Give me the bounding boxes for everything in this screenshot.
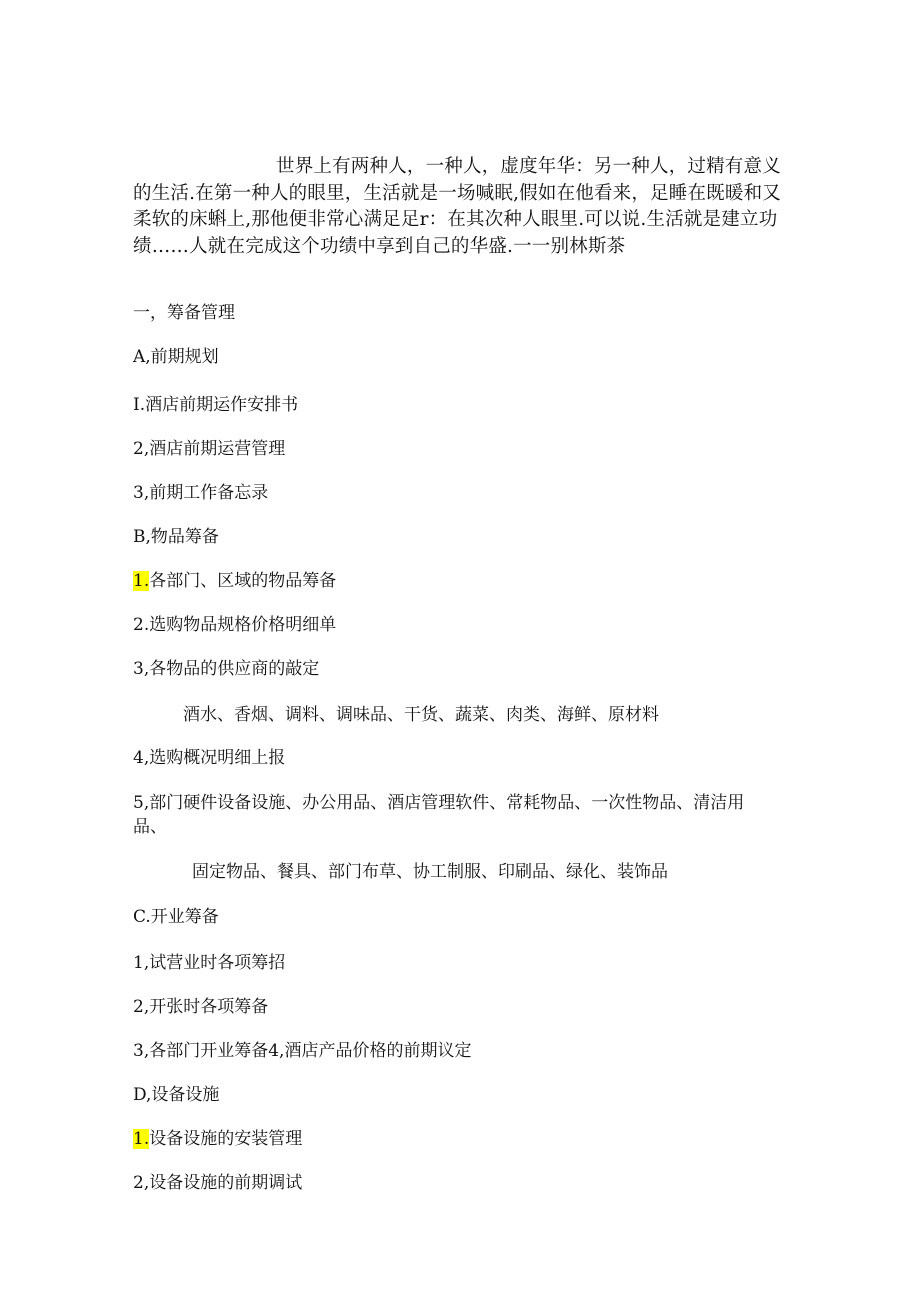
list-item: 5,部门硬件设备设施、办公用品、酒店管理软件、常耗物品、一次性物品、清洁用品、 (133, 793, 745, 837)
list-item-detail: 酒水、香烟、调料、调味品、干货、蔬菜、肉类、海鲜、原材料 (183, 705, 659, 725)
list-item: 3,各物品的供应商的敲定 (133, 659, 320, 679)
list-item: 3,各部门开业筹备4,酒店产品价格的前期议定 (133, 1041, 472, 1061)
subsection-a-title: A,前期规划 (133, 347, 219, 367)
highlighted-number: 1. (133, 1129, 150, 1149)
list-item: 2,酒店前期运营管理 (133, 439, 286, 459)
highlighted-number: 1. (133, 571, 150, 591)
list-item: 2,开张时各项筹备 (133, 997, 269, 1017)
list-item-detail: 固定物品、餐具、部门布草、协工制服、印刷品、绿化、装饰品 (192, 862, 668, 882)
list-item-text: 设备设施的安装管理 (149, 1129, 303, 1149)
list-item: 3,前期工作备忘录 (133, 483, 269, 503)
opening-quote: 世界上有两种人，一种人，虚度年华：另一种人，过精有意义的生活.在第一种人的眼里，生活就是一场喊眠,假如在他看来，足睡在既暖和又柔软的床蝌上,那他便非常心满足足r：在其次种人眼里.可以说.生活就是建立功绩……人就在完成这个功绩中享到自己的华盛.一一别林斯茶 (133, 156, 781, 257)
list-item: 2,设备设施的前期调试 (133, 1173, 303, 1193)
subsection-b-title: B,物品筹备 (133, 527, 219, 547)
list-item: 4,选购概况明细上报 (133, 748, 286, 768)
list-item (133, 569, 336, 593)
list-item: 1,试营业时各项筹招 (133, 953, 286, 973)
subsection-d-title: D,设备设施 (133, 1085, 220, 1105)
list-item: 2.选购物品规格价格明细单 (133, 615, 337, 635)
subsection-c-title: C.开业筹备 (133, 907, 219, 927)
list-item (133, 1127, 302, 1151)
list-item-text: 各部门、区域的物品筹备 (149, 571, 337, 591)
section-title: 一，筹备管理 (133, 303, 235, 323)
list-item: I.酒店前期运作安排书 (133, 395, 299, 415)
